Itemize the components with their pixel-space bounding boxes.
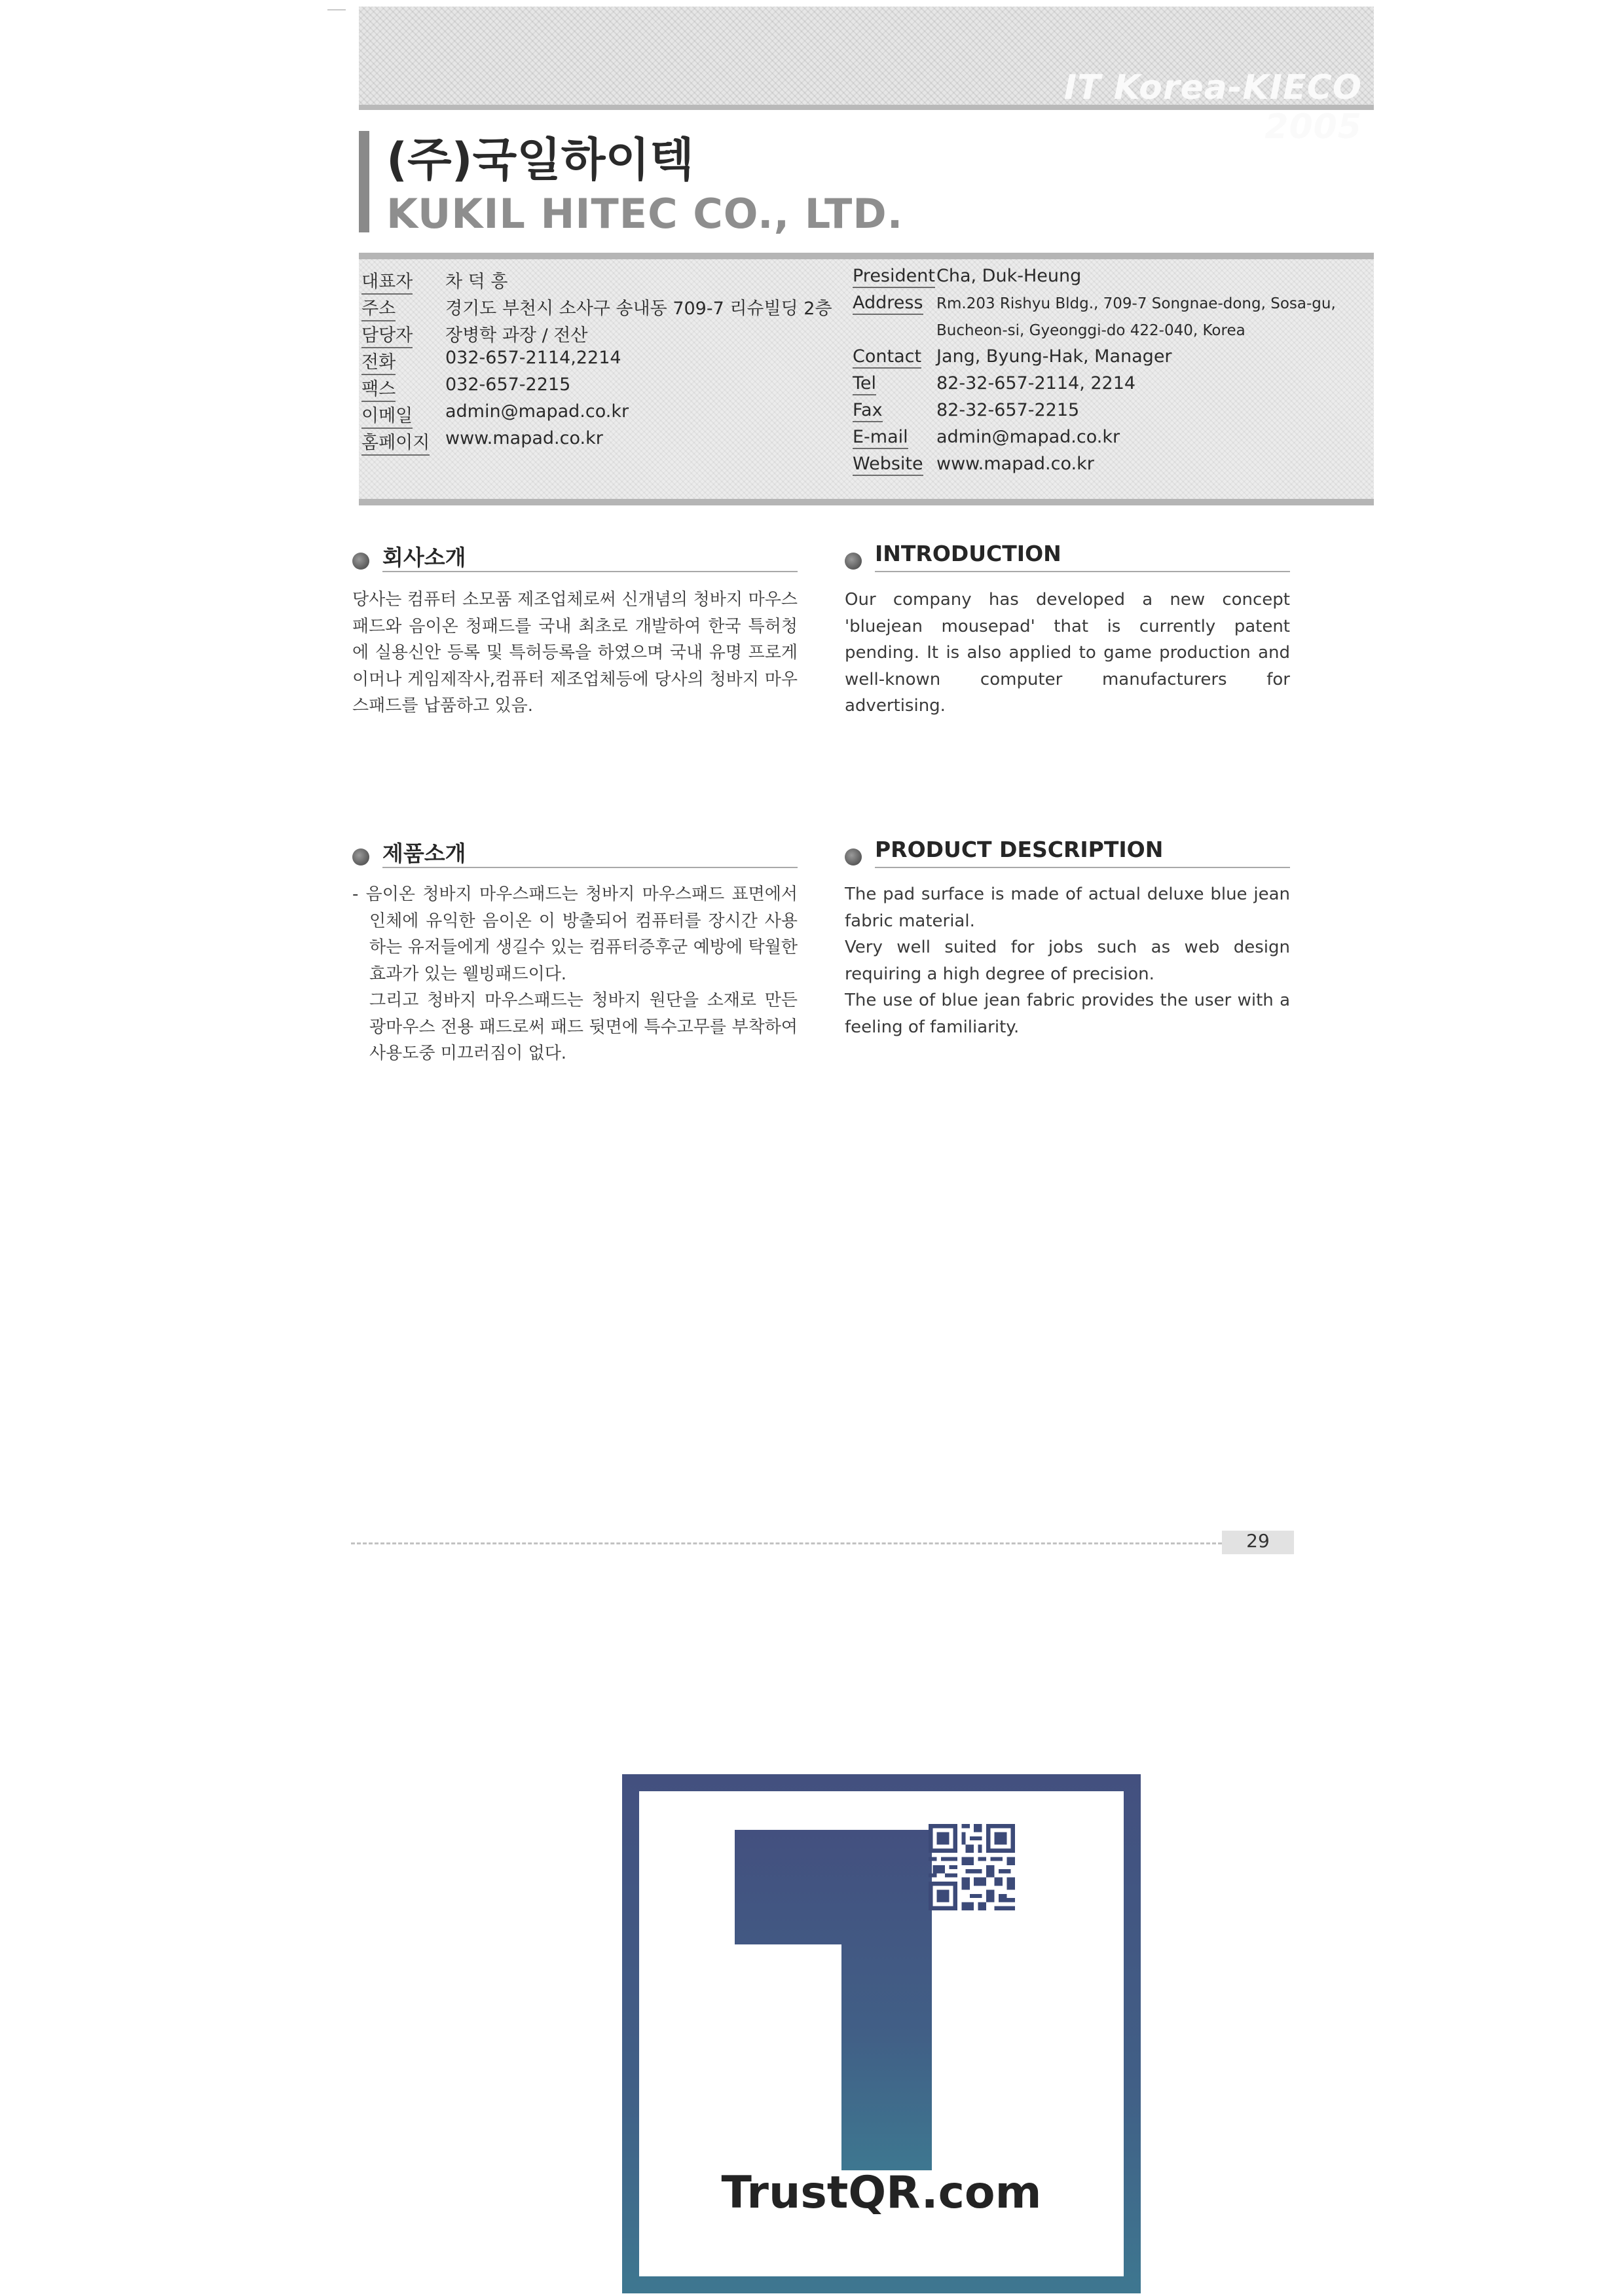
product-en-body [845, 881, 1290, 1040]
product-en-paragraph-2: Very well suited for jobs such as web design requiring a high degree of precision. [845, 938, 1290, 984]
trustqr-qr-code-icon [929, 1824, 1015, 1913]
page-number: 29 [1246, 1530, 1270, 1552]
footer-dashed-rule [351, 1542, 1222, 1544]
company-name-korean: (주)국일하이텍 [386, 133, 694, 187]
section-header-product-en [845, 837, 1290, 869]
section-rule [382, 867, 798, 868]
trustqr-badge-text: TrustQR.com [721, 2167, 1042, 2219]
info-ko-label-contact: 담당자 [361, 321, 413, 348]
info-ko-label-email: 이메일 [361, 401, 413, 429]
info-en-label-website: Website [853, 454, 923, 476]
info-en-label-email: E-mail [853, 427, 908, 449]
page-edge-mark [327, 9, 346, 10]
info-ko-value-contact: 장병학 과장 / 전산 [445, 325, 588, 346]
section-bullet-icon [352, 848, 369, 866]
info-box-bottom-rule [359, 499, 1374, 505]
product-en-paragraph-3: The use of blue jean fabric provides the user with a feeling of familiarity. [845, 991, 1290, 1037]
info-ko-value-email[interactable]: admin@mapad.co.kr [445, 401, 629, 422]
section-header-product-ko [352, 837, 798, 869]
info-en-label-tel: Tel [853, 373, 876, 395]
section-rule [875, 571, 1290, 572]
section-bullet-icon [845, 553, 862, 570]
section-bullet-icon [352, 553, 369, 570]
info-en-value-address-line2: Bucheon-si, Gyeonggi-do 422-040, Korea [936, 322, 1246, 339]
info-en-value-address-line1: Rm.203 Rishyu Bldg., 709-7 Songnae-dong, Sosa-gu, [936, 295, 1336, 312]
info-en-label-president: President [853, 266, 935, 288]
info-en-value-president: Cha, Duk-Heung [936, 266, 1082, 286]
product-ko-body [352, 881, 798, 1067]
info-ko-value-address: 경기도 부천시 소사구 송내동 709-7 리슈빌딩 2층 [445, 299, 832, 319]
info-en-label-fax: Fax [853, 400, 883, 422]
info-en-value-email[interactable]: admin@mapad.co.kr [936, 427, 1120, 447]
info-ko-label-address: 주소 [361, 294, 396, 321]
info-ko-label-homepage: 홈페이지 [361, 428, 430, 456]
intro-ko-body: 당사는 컴퓨터 소모품 제조업체로써 신개념의 청바지 마우스패드와 음이온 청패드를 국내 최초로 개발하여 한국 특허청에 실용신안 등록 및 특허등록을 하였으며 국내 유명 프로게이머나 게임제작사,컴퓨터 제조업체등에 당사의 청바지 마우스패드를 납품하고 있음. [352, 590, 798, 716]
info-ko-label-phone: 전화 [361, 348, 396, 375]
product-en-paragraph-1: The pad surface is made of actual deluxe blue jean fabric material. [845, 884, 1290, 931]
info-ko-label-ceo: 대표자 [361, 267, 413, 295]
info-ko-label-fax: 팩스 [361, 374, 396, 402]
info-ko-value-phone: 032-657-2114,2214 [445, 348, 621, 368]
banner-text: IT Korea-KIECO 2005 [1063, 68, 1362, 147]
info-ko-value-ceo: 차 덕 흥 [445, 272, 508, 292]
info-en-value-website[interactable]: www.mapad.co.kr [936, 454, 1094, 474]
section-title-intro-en: INTRODUCTION [875, 541, 1061, 566]
info-en-value-tel: 82-32-657-2114, 2214 [936, 373, 1136, 393]
info-ko-value-homepage[interactable]: www.mapad.co.kr [445, 428, 603, 448]
product-ko-item-2: 그리고 청바지 마우스패드는 청바지 원단을 소재로 만든 광마우스 전용 패드로써 패드 뒷면에 특수고무를 부착하여 사용도중 미끄러짐이 없다. [369, 991, 798, 1063]
info-box-top-rule [359, 253, 1374, 259]
info-en-label-address: Address [853, 293, 923, 315]
section-rule [875, 867, 1290, 868]
title-accent-bar [359, 131, 369, 232]
product-ko-item-1: - 음이온 청바지 마우스패드는 청바지 마우스패드 표면에서 인체에 유익한 음이온 이 방출되어 컴퓨터를 장시간 사용하는 유저들에게 생길수 있는 컴퓨터증후군 예방에 탁월한 효과가 있는 웰빙패드이다. [352, 884, 798, 984]
section-bullet-icon [845, 848, 862, 866]
info-en-label-contact: Contact [853, 346, 921, 369]
section-title-product-en: PRODUCT DESCRIPTION [875, 837, 1164, 862]
section-header-intro-ko [352, 541, 798, 574]
info-ko-value-fax: 032-657-2215 [445, 374, 571, 395]
company-name-english: KUKIL HITEC CO., LTD. [386, 190, 904, 238]
section-title-intro-ko: 회사소개 [382, 545, 466, 570]
section-header-intro-en [845, 541, 1290, 574]
info-en-value-contact: Jang, Byung-Hak, Manager [936, 346, 1172, 367]
section-rule [382, 571, 798, 572]
intro-en-body: Our company has developed a new concept 'bluejean mousepad' that is currently patent pending. It is also applied to game production and well-known computer manufacturers for advertising. [845, 590, 1290, 716]
info-en-value-fax: 82-32-657-2215 [936, 400, 1080, 420]
section-title-product-ko: 제품소개 [382, 841, 466, 866]
